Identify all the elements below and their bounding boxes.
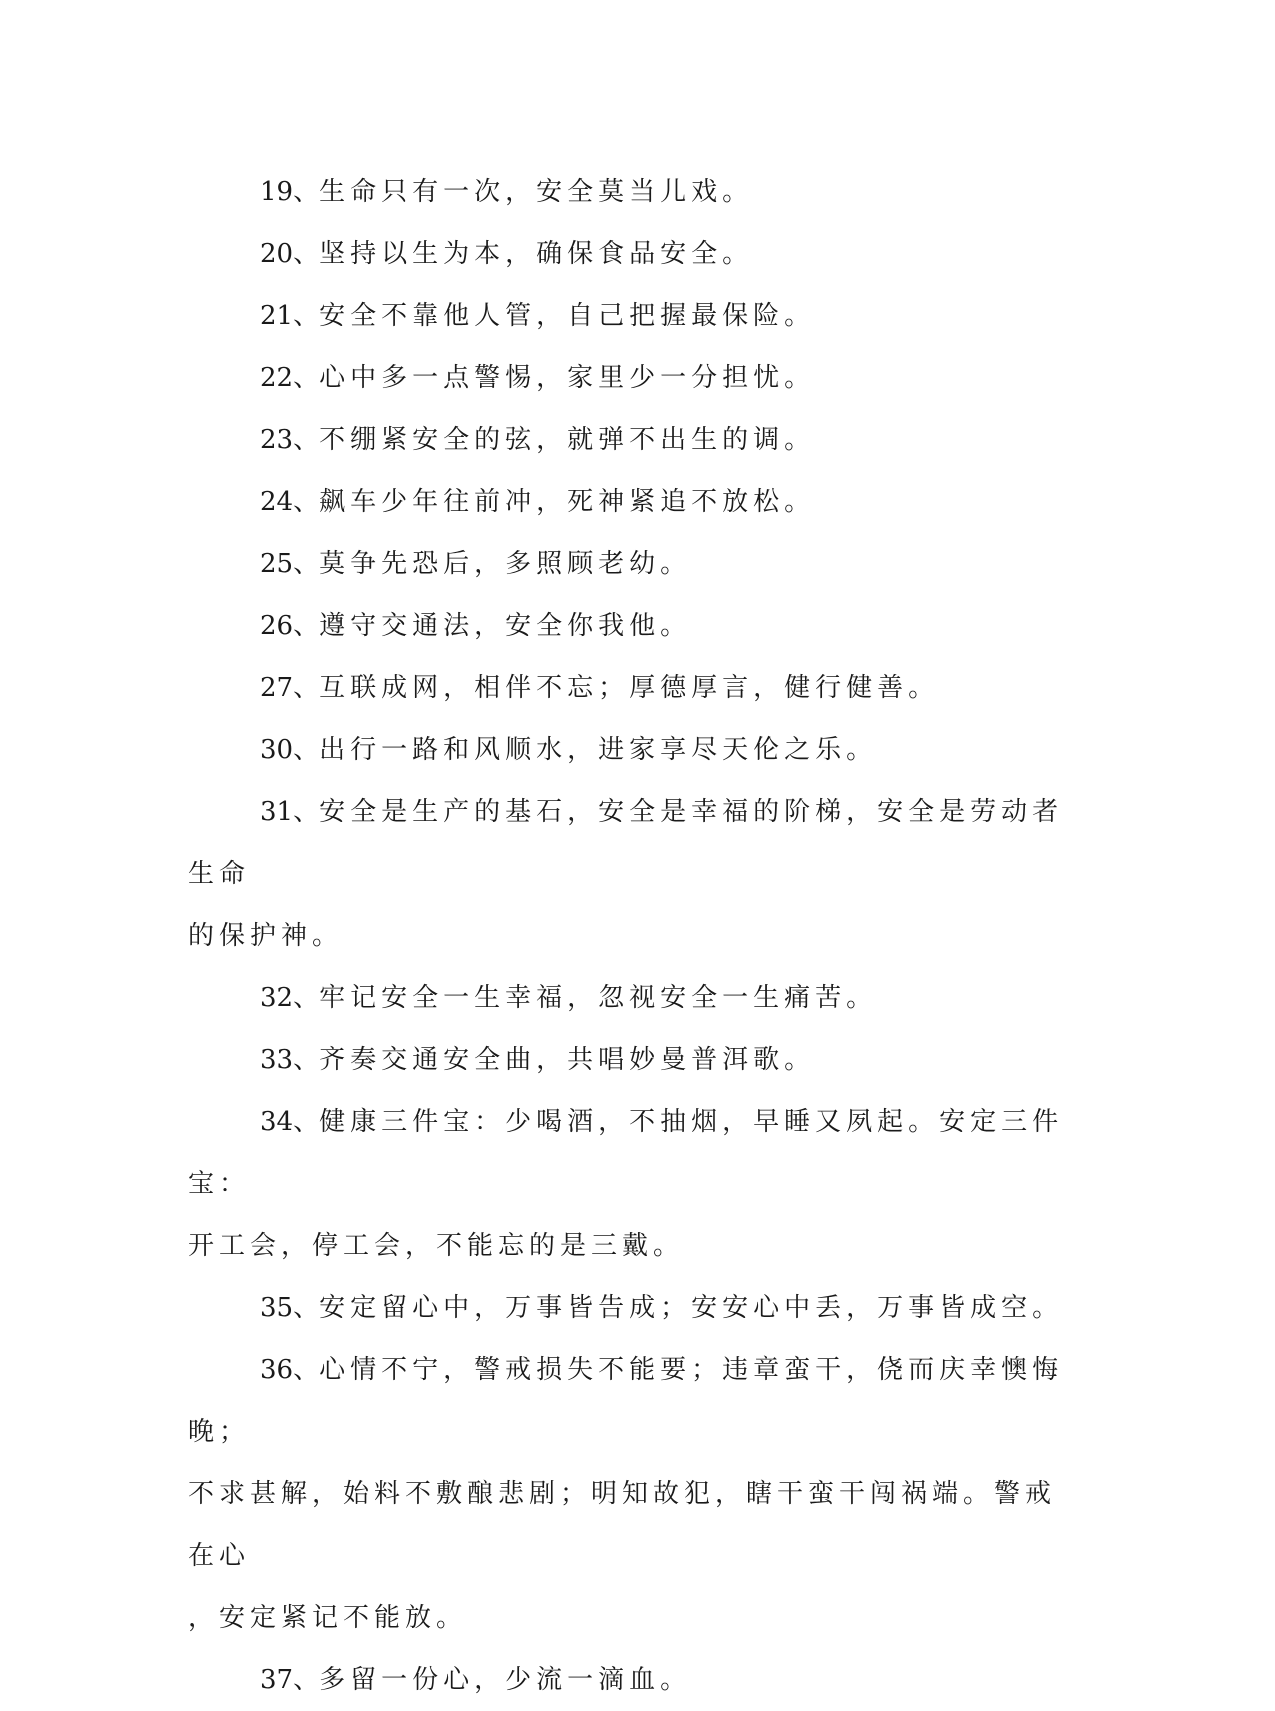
slogan-item [188,161,1078,223]
slogan-text: 心情不宁，警戒损失不能要；违章蛮干，侥而庆幸懊悔晚； [188,1355,1064,1447]
slogan-first-line [188,1339,1078,1463]
slogan-number: 31、 [260,797,320,827]
slogan-number: 25、 [260,549,320,579]
slogan-text: 多留一份心，少流一滴血。 [319,1665,692,1695]
slogan-text: 遵守交通法，安全你我他。 [319,611,692,641]
slogan-continuation-line: 不求甚解，始料不敷酿悲剧；明知故犯，瞎干蛮干闯祸端。警戒在心 [188,1479,1057,1571]
slogan-continuation-line: 开工会，停工会，不能忘的是三戴。 [188,1231,685,1261]
slogan-number: 30、 [260,735,320,765]
slogan-first-line [188,1649,1078,1711]
slogan-item [188,285,1078,347]
slogan-text: 牢记安全一生幸福，忽视安全一生痛苦。 [319,983,878,1013]
slogan-list [188,161,1078,1711]
slogan-number: 22、 [260,363,320,393]
slogan-text: 安定留心中，万事皆告成；安安心中丢，万事皆成空。 [319,1293,1064,1323]
slogan-continuation-line: 的保护神。 [188,921,344,951]
slogan-text: 互联成网，相伴不忘；厚德厚言，健行健善。 [319,673,940,703]
slogan-number: 20、 [260,239,320,269]
slogan-text: 生命只有一次，安全莫当儿戏。 [319,177,754,207]
slogan-text: 坚持以生为本，确保食品安全。 [319,239,754,269]
slogan-item [188,1649,1078,1711]
slogan-text: 心中多一点警惕，家里少一分担忧。 [319,363,816,393]
slogan-item [188,657,1078,719]
slogan-number: 27、 [260,673,320,703]
slogan-item [188,1029,1078,1091]
slogan-item [188,719,1078,781]
slogan-first-line [188,223,1078,285]
slogan-first-line [188,595,1078,657]
slogan-text: 安全是生产的基石，安全是幸福的阶梯，安全是劳动者生命 [188,797,1064,889]
slogan-item [188,967,1078,1029]
slogan-number: 21、 [260,301,320,331]
slogan-text: 不绷紧安全的弦，就弹不出生的调。 [319,425,816,455]
slogan-number: 23、 [260,425,320,455]
slogan-first-line [188,1029,1078,1091]
slogan-first-line [188,471,1078,533]
slogan-text: 安全不靠他人管，自己把握最保险。 [319,301,816,331]
slogan-item [188,1091,1078,1277]
slogan-first-line [188,409,1078,471]
slogan-item [188,409,1078,471]
slogan-item [188,1339,1078,1649]
slogan-number: 32、 [260,983,320,1013]
slogan-text: 莫争先恐后，多照顾老幼。 [319,549,692,579]
slogan-number: 24、 [260,487,320,517]
slogan-item [188,471,1078,533]
slogan-number: 35、 [260,1293,320,1323]
slogan-first-line [188,161,1078,223]
slogan-first-line [188,347,1078,409]
slogan-first-line [188,657,1078,719]
slogan-continuation-line: ，安定紧记不能放。 [188,1603,468,1633]
slogan-number: 34、 [260,1107,320,1137]
slogan-first-line [188,1091,1078,1215]
slogan-text: 健康三件宝：少喝酒，不抽烟，早睡又夙起。安定三件宝： [188,1107,1064,1199]
slogan-item [188,347,1078,409]
slogan-number: 26、 [260,611,320,641]
slogan-number: 37、 [260,1665,320,1695]
slogan-first-line [188,719,1078,781]
slogan-item [188,1277,1078,1339]
slogan-first-line [188,1277,1078,1339]
slogan-item [188,223,1078,285]
slogan-first-line [188,781,1078,905]
slogan-text: 飙车少年往前冲，死神紧追不放松。 [319,487,816,517]
slogan-text: 齐奏交通安全曲，共唱妙曼普洱歌。 [319,1045,816,1075]
slogan-number: 36、 [260,1355,320,1385]
slogan-item [188,781,1078,967]
slogan-first-line [188,533,1078,595]
slogan-number: 19、 [260,177,320,207]
slogan-first-line [188,285,1078,347]
slogan-first-line [188,967,1078,1029]
slogan-item [188,533,1078,595]
slogan-number: 33、 [260,1045,320,1075]
slogan-text: 出行一路和风顺水，进家享尽天伦之乐。 [319,735,878,765]
slogan-item [188,595,1078,657]
